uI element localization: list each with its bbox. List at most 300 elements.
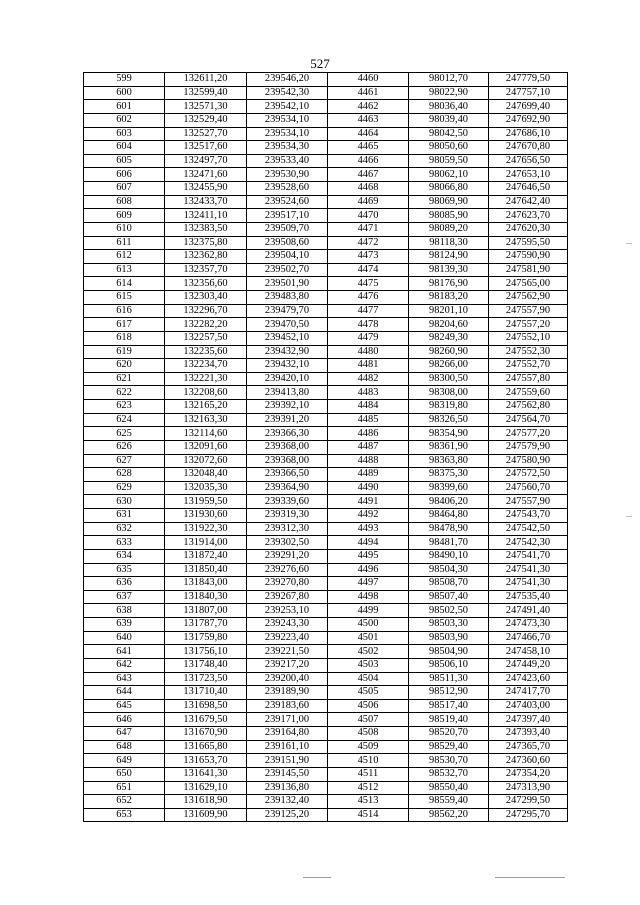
point-number-b-cell: 4479 bbox=[328, 331, 409, 345]
coord-y-a-cell: 239302,50 bbox=[247, 536, 328, 550]
coord-x-a-cell: 131618,90 bbox=[165, 795, 247, 809]
coord-y-a-cell: 239391,20 bbox=[247, 413, 328, 427]
point-number-b-cell: 4502 bbox=[328, 645, 409, 659]
coord-y-b-cell: 247541,30 bbox=[489, 563, 568, 577]
table-row bbox=[84, 767, 568, 781]
coord-x-b-cell: 98503,90 bbox=[409, 631, 489, 645]
table-row bbox=[84, 222, 568, 236]
point-number-b-cell: 4500 bbox=[328, 618, 409, 632]
coord-x-b-cell: 98361,90 bbox=[409, 440, 489, 454]
footer-rule-left bbox=[303, 877, 331, 878]
coord-x-b-cell: 98550,40 bbox=[409, 781, 489, 795]
coord-x-b-cell: 98062,10 bbox=[409, 168, 489, 182]
point-number-b-cell: 4481 bbox=[328, 359, 409, 373]
coord-x-b-cell: 98511,30 bbox=[409, 672, 489, 686]
coord-x-b-cell: 98504,30 bbox=[409, 563, 489, 577]
coord-y-b-cell: 247557,90 bbox=[489, 304, 568, 318]
coord-x-a-cell: 132571,30 bbox=[165, 100, 247, 114]
point-number-b-cell: 4477 bbox=[328, 304, 409, 318]
point-number-a-cell: 613 bbox=[84, 263, 165, 277]
point-number-a-cell: 641 bbox=[84, 645, 165, 659]
coord-y-a-cell: 239164,80 bbox=[247, 727, 328, 741]
table-row bbox=[84, 713, 568, 727]
coord-x-a-cell: 132599,40 bbox=[165, 86, 247, 100]
table-row bbox=[84, 686, 568, 700]
point-number-b-cell: 4499 bbox=[328, 604, 409, 618]
point-number-a-cell: 631 bbox=[84, 509, 165, 523]
coord-y-b-cell: 247365,70 bbox=[489, 740, 568, 754]
coord-y-b-cell: 247417,70 bbox=[489, 686, 568, 700]
table-row bbox=[84, 454, 568, 468]
coord-y-b-cell: 247542,50 bbox=[489, 522, 568, 536]
table-row bbox=[84, 699, 568, 713]
coord-y-a-cell: 239366,50 bbox=[247, 468, 328, 482]
coord-y-a-cell: 239223,40 bbox=[247, 631, 328, 645]
table-row bbox=[84, 631, 568, 645]
coord-x-b-cell: 98042,50 bbox=[409, 127, 489, 141]
point-number-b-cell: 4501 bbox=[328, 631, 409, 645]
coordinates-table bbox=[83, 72, 568, 822]
coord-x-b-cell: 98519,40 bbox=[409, 713, 489, 727]
table-row bbox=[84, 331, 568, 345]
coord-y-b-cell: 247646,50 bbox=[489, 182, 568, 196]
coord-x-b-cell: 98069,90 bbox=[409, 195, 489, 209]
coord-x-a-cell: 131787,70 bbox=[165, 618, 247, 632]
point-number-a-cell: 622 bbox=[84, 386, 165, 400]
coord-y-a-cell: 239221,50 bbox=[247, 645, 328, 659]
coord-x-b-cell: 98176,90 bbox=[409, 277, 489, 291]
coord-x-a-cell: 132383,50 bbox=[165, 222, 247, 236]
point-number-b-cell: 4512 bbox=[328, 781, 409, 795]
point-number-b-cell: 4506 bbox=[328, 699, 409, 713]
table-row bbox=[84, 795, 568, 809]
coord-x-a-cell: 132091,60 bbox=[165, 440, 247, 454]
coord-y-b-cell: 247541,30 bbox=[489, 577, 568, 591]
coord-x-b-cell: 98508,70 bbox=[409, 577, 489, 591]
coord-y-a-cell: 239368,00 bbox=[247, 440, 328, 454]
point-number-a-cell: 604 bbox=[84, 141, 165, 155]
coord-y-a-cell: 239432,10 bbox=[247, 359, 328, 373]
coord-y-a-cell: 239368,00 bbox=[247, 454, 328, 468]
coord-y-a-cell: 239517,10 bbox=[247, 209, 328, 223]
coord-y-a-cell: 239145,50 bbox=[247, 767, 328, 781]
point-number-a-cell: 615 bbox=[84, 291, 165, 305]
point-number-b-cell: 4490 bbox=[328, 481, 409, 495]
point-number-a-cell: 602 bbox=[84, 113, 165, 127]
table-row bbox=[84, 277, 568, 291]
table-row bbox=[84, 250, 568, 264]
coord-y-b-cell: 247393,40 bbox=[489, 727, 568, 741]
point-number-a-cell: 632 bbox=[84, 522, 165, 536]
coord-x-a-cell: 132163,30 bbox=[165, 413, 247, 427]
coord-y-a-cell: 239151,90 bbox=[247, 754, 328, 768]
point-number-b-cell: 4498 bbox=[328, 590, 409, 604]
coord-x-b-cell: 98559,40 bbox=[409, 795, 489, 809]
coord-x-a-cell: 131748,40 bbox=[165, 658, 247, 672]
coord-x-a-cell: 131629,10 bbox=[165, 781, 247, 795]
coord-y-b-cell: 247403,00 bbox=[489, 699, 568, 713]
table-row bbox=[84, 291, 568, 305]
table-row bbox=[84, 168, 568, 182]
coord-x-b-cell: 98399,60 bbox=[409, 481, 489, 495]
coord-x-b-cell: 98490,10 bbox=[409, 549, 489, 563]
coord-y-a-cell: 239183,60 bbox=[247, 699, 328, 713]
margin-tick bbox=[626, 516, 632, 517]
table-row bbox=[84, 536, 568, 550]
point-number-b-cell: 4462 bbox=[328, 100, 409, 114]
point-number-a-cell: 624 bbox=[84, 413, 165, 427]
point-number-b-cell: 4480 bbox=[328, 345, 409, 359]
coord-y-b-cell: 247552,10 bbox=[489, 331, 568, 345]
coord-y-a-cell: 239501,90 bbox=[247, 277, 328, 291]
coord-y-b-cell: 247562,80 bbox=[489, 400, 568, 414]
coord-x-a-cell: 132114,60 bbox=[165, 427, 247, 441]
coord-y-a-cell: 239366,30 bbox=[247, 427, 328, 441]
coord-x-a-cell: 132221,30 bbox=[165, 372, 247, 386]
coord-y-b-cell: 247581,90 bbox=[489, 263, 568, 277]
coord-x-b-cell: 98124,90 bbox=[409, 250, 489, 264]
coord-x-a-cell: 131679,50 bbox=[165, 713, 247, 727]
coord-x-b-cell: 98249,30 bbox=[409, 331, 489, 345]
table-row bbox=[84, 413, 568, 427]
point-number-b-cell: 4460 bbox=[328, 73, 409, 87]
point-number-a-cell: 629 bbox=[84, 481, 165, 495]
coord-x-a-cell: 131756,10 bbox=[165, 645, 247, 659]
point-number-b-cell: 4514 bbox=[328, 808, 409, 822]
coord-x-b-cell: 98201,10 bbox=[409, 304, 489, 318]
coord-x-b-cell: 98204,60 bbox=[409, 318, 489, 332]
point-number-a-cell: 618 bbox=[84, 331, 165, 345]
point-number-a-cell: 608 bbox=[84, 195, 165, 209]
coord-y-b-cell: 247559,60 bbox=[489, 386, 568, 400]
point-number-a-cell: 620 bbox=[84, 359, 165, 373]
point-number-b-cell: 4478 bbox=[328, 318, 409, 332]
coord-x-b-cell: 98562,20 bbox=[409, 808, 489, 822]
coord-x-b-cell: 98506,10 bbox=[409, 658, 489, 672]
coord-y-a-cell: 239319,30 bbox=[247, 509, 328, 523]
coord-x-a-cell: 131723,50 bbox=[165, 672, 247, 686]
coord-y-a-cell: 239413,80 bbox=[247, 386, 328, 400]
coord-y-b-cell: 247397,40 bbox=[489, 713, 568, 727]
coord-y-b-cell: 247620,30 bbox=[489, 222, 568, 236]
coord-x-b-cell: 98530,70 bbox=[409, 754, 489, 768]
coord-x-a-cell: 132455,90 bbox=[165, 182, 247, 196]
point-number-b-cell: 4467 bbox=[328, 168, 409, 182]
coord-y-a-cell: 239502,70 bbox=[247, 263, 328, 277]
coord-y-b-cell: 247535,40 bbox=[489, 590, 568, 604]
point-number-a-cell: 638 bbox=[84, 604, 165, 618]
coord-y-a-cell: 239217,20 bbox=[247, 658, 328, 672]
coord-x-b-cell: 98354,90 bbox=[409, 427, 489, 441]
point-number-b-cell: 4473 bbox=[328, 250, 409, 264]
table-row bbox=[84, 372, 568, 386]
point-number-b-cell: 4471 bbox=[328, 222, 409, 236]
coord-x-b-cell: 98012,70 bbox=[409, 73, 489, 87]
coord-y-b-cell: 247557,90 bbox=[489, 495, 568, 509]
table-row bbox=[84, 754, 568, 768]
point-number-a-cell: 645 bbox=[84, 699, 165, 713]
point-number-b-cell: 4465 bbox=[328, 141, 409, 155]
table-row bbox=[84, 481, 568, 495]
coord-x-a-cell: 132356,60 bbox=[165, 277, 247, 291]
table-row bbox=[84, 427, 568, 441]
point-number-a-cell: 634 bbox=[84, 549, 165, 563]
point-number-b-cell: 4492 bbox=[328, 509, 409, 523]
coord-y-b-cell: 247572,50 bbox=[489, 468, 568, 482]
table-row bbox=[84, 127, 568, 141]
coord-y-b-cell: 247449,20 bbox=[489, 658, 568, 672]
coord-x-a-cell: 131930,60 bbox=[165, 509, 247, 523]
coord-x-b-cell: 98406,20 bbox=[409, 495, 489, 509]
point-number-a-cell: 637 bbox=[84, 590, 165, 604]
point-number-a-cell: 616 bbox=[84, 304, 165, 318]
coord-x-a-cell: 131670,90 bbox=[165, 727, 247, 741]
coord-y-b-cell: 247779,50 bbox=[489, 73, 568, 87]
coord-y-b-cell: 247699,40 bbox=[489, 100, 568, 114]
coord-y-b-cell: 247579,90 bbox=[489, 440, 568, 454]
coord-x-a-cell: 132234,70 bbox=[165, 359, 247, 373]
coord-y-a-cell: 239136,80 bbox=[247, 781, 328, 795]
coord-x-b-cell: 98507,40 bbox=[409, 590, 489, 604]
coord-x-b-cell: 98183,20 bbox=[409, 291, 489, 305]
coord-y-a-cell: 239533,40 bbox=[247, 154, 328, 168]
point-number-a-cell: 647 bbox=[84, 727, 165, 741]
coord-y-a-cell: 239530,90 bbox=[247, 168, 328, 182]
table-row bbox=[84, 86, 568, 100]
coord-y-b-cell: 247552,30 bbox=[489, 345, 568, 359]
coord-y-a-cell: 239253,10 bbox=[247, 604, 328, 618]
point-number-a-cell: 617 bbox=[84, 318, 165, 332]
coord-x-b-cell: 98266,00 bbox=[409, 359, 489, 373]
coord-y-a-cell: 239509,70 bbox=[247, 222, 328, 236]
point-number-a-cell: 626 bbox=[84, 440, 165, 454]
coord-x-a-cell: 132529,40 bbox=[165, 113, 247, 127]
coord-x-a-cell: 132497,70 bbox=[165, 154, 247, 168]
coord-y-b-cell: 247692,90 bbox=[489, 113, 568, 127]
coord-x-a-cell: 131641,30 bbox=[165, 767, 247, 781]
coord-x-a-cell: 131653,70 bbox=[165, 754, 247, 768]
table-row bbox=[84, 781, 568, 795]
coord-y-a-cell: 239470,50 bbox=[247, 318, 328, 332]
point-number-b-cell: 4505 bbox=[328, 686, 409, 700]
point-number-b-cell: 4503 bbox=[328, 658, 409, 672]
point-number-a-cell: 644 bbox=[84, 686, 165, 700]
point-number-a-cell: 648 bbox=[84, 740, 165, 754]
coord-x-b-cell: 98118,30 bbox=[409, 236, 489, 250]
table-row bbox=[84, 549, 568, 563]
point-number-a-cell: 643 bbox=[84, 672, 165, 686]
table-row bbox=[84, 563, 568, 577]
coord-y-b-cell: 247542,30 bbox=[489, 536, 568, 550]
table-row bbox=[84, 590, 568, 604]
coord-x-a-cell: 132165,20 bbox=[165, 400, 247, 414]
coord-x-a-cell: 132208,60 bbox=[165, 386, 247, 400]
coord-y-a-cell: 239534,10 bbox=[247, 127, 328, 141]
point-number-b-cell: 4470 bbox=[328, 209, 409, 223]
coord-x-b-cell: 98308,00 bbox=[409, 386, 489, 400]
point-number-a-cell: 646 bbox=[84, 713, 165, 727]
coord-y-a-cell: 239483,80 bbox=[247, 291, 328, 305]
margin-tick bbox=[626, 243, 632, 244]
coord-x-a-cell: 132517,60 bbox=[165, 141, 247, 155]
point-number-a-cell: 614 bbox=[84, 277, 165, 291]
coord-y-a-cell: 239479,70 bbox=[247, 304, 328, 318]
coord-x-a-cell: 131840,30 bbox=[165, 590, 247, 604]
coord-y-a-cell: 239508,60 bbox=[247, 236, 328, 250]
table-row bbox=[84, 73, 568, 87]
coord-y-b-cell: 247466,70 bbox=[489, 631, 568, 645]
coord-y-b-cell: 247564,70 bbox=[489, 413, 568, 427]
coord-x-b-cell: 98260,90 bbox=[409, 345, 489, 359]
coord-y-b-cell: 247423,60 bbox=[489, 672, 568, 686]
point-number-a-cell: 639 bbox=[84, 618, 165, 632]
coord-x-a-cell: 131843,00 bbox=[165, 577, 247, 591]
coord-y-a-cell: 239542,30 bbox=[247, 86, 328, 100]
coord-y-b-cell: 247757,10 bbox=[489, 86, 568, 100]
point-number-a-cell: 606 bbox=[84, 168, 165, 182]
coord-y-b-cell: 247590,90 bbox=[489, 250, 568, 264]
coord-x-b-cell: 98464,80 bbox=[409, 509, 489, 523]
coord-y-a-cell: 239270,80 bbox=[247, 577, 328, 591]
point-number-a-cell: 605 bbox=[84, 154, 165, 168]
point-number-a-cell: 627 bbox=[84, 454, 165, 468]
point-number-b-cell: 4489 bbox=[328, 468, 409, 482]
coord-y-a-cell: 239420,10 bbox=[247, 372, 328, 386]
coord-y-b-cell: 247560,70 bbox=[489, 481, 568, 495]
footer-rule-right bbox=[495, 877, 565, 878]
point-number-a-cell: 619 bbox=[84, 345, 165, 359]
coord-x-b-cell: 98085,90 bbox=[409, 209, 489, 223]
coord-x-a-cell: 132282,20 bbox=[165, 318, 247, 332]
coord-y-b-cell: 247360,60 bbox=[489, 754, 568, 768]
point-number-a-cell: 609 bbox=[84, 209, 165, 223]
point-number-b-cell: 4507 bbox=[328, 713, 409, 727]
coord-y-a-cell: 239432,90 bbox=[247, 345, 328, 359]
table-row bbox=[84, 345, 568, 359]
table-row bbox=[84, 645, 568, 659]
coord-x-a-cell: 131710,40 bbox=[165, 686, 247, 700]
table-row bbox=[84, 209, 568, 223]
coord-y-a-cell: 239542,10 bbox=[247, 100, 328, 114]
coord-x-b-cell: 98139,30 bbox=[409, 263, 489, 277]
point-number-b-cell: 4484 bbox=[328, 400, 409, 414]
coord-y-b-cell: 247642,40 bbox=[489, 195, 568, 209]
table-row bbox=[84, 577, 568, 591]
coord-x-b-cell: 98375,30 bbox=[409, 468, 489, 482]
coord-x-a-cell: 132303,40 bbox=[165, 291, 247, 305]
coord-y-a-cell: 239291,20 bbox=[247, 549, 328, 563]
coord-x-a-cell: 132035,30 bbox=[165, 481, 247, 495]
coord-x-a-cell: 131959,50 bbox=[165, 495, 247, 509]
point-number-a-cell: 600 bbox=[84, 86, 165, 100]
coord-y-b-cell: 247491,40 bbox=[489, 604, 568, 618]
coord-x-a-cell: 131807,00 bbox=[165, 604, 247, 618]
coord-x-a-cell: 132296,70 bbox=[165, 304, 247, 318]
coord-y-b-cell: 247577,20 bbox=[489, 427, 568, 441]
coord-x-b-cell: 98503,30 bbox=[409, 618, 489, 632]
coord-x-b-cell: 98502,50 bbox=[409, 604, 489, 618]
coord-y-b-cell: 247473,30 bbox=[489, 618, 568, 632]
coord-y-a-cell: 239392,10 bbox=[247, 400, 328, 414]
coord-y-b-cell: 247541,70 bbox=[489, 549, 568, 563]
point-number-b-cell: 4496 bbox=[328, 563, 409, 577]
table-row bbox=[84, 440, 568, 454]
coord-x-b-cell: 98022,90 bbox=[409, 86, 489, 100]
coord-x-a-cell: 132072,60 bbox=[165, 454, 247, 468]
coord-x-a-cell: 131665,80 bbox=[165, 740, 247, 754]
coord-y-a-cell: 239132,40 bbox=[247, 795, 328, 809]
coord-y-a-cell: 239125,20 bbox=[247, 808, 328, 822]
coord-y-a-cell: 239171,00 bbox=[247, 713, 328, 727]
point-number-b-cell: 4494 bbox=[328, 536, 409, 550]
point-number-b-cell: 4463 bbox=[328, 113, 409, 127]
table-row bbox=[84, 495, 568, 509]
point-number-a-cell: 612 bbox=[84, 250, 165, 264]
table-row bbox=[84, 386, 568, 400]
point-number-a-cell: 623 bbox=[84, 400, 165, 414]
coord-x-a-cell: 132235,60 bbox=[165, 345, 247, 359]
point-number-a-cell: 651 bbox=[84, 781, 165, 795]
coord-y-b-cell: 247557,20 bbox=[489, 318, 568, 332]
point-number-a-cell: 610 bbox=[84, 222, 165, 236]
table-row bbox=[84, 236, 568, 250]
table-row bbox=[84, 509, 568, 523]
table-row bbox=[84, 141, 568, 155]
point-number-a-cell: 653 bbox=[84, 808, 165, 822]
table-row bbox=[84, 522, 568, 536]
coord-x-a-cell: 131609,90 bbox=[165, 808, 247, 822]
coord-x-a-cell: 132433,70 bbox=[165, 195, 247, 209]
coord-x-b-cell: 98481,70 bbox=[409, 536, 489, 550]
point-number-a-cell: 607 bbox=[84, 182, 165, 196]
table-row bbox=[84, 672, 568, 686]
coord-x-b-cell: 98066,80 bbox=[409, 182, 489, 196]
point-number-b-cell: 4469 bbox=[328, 195, 409, 209]
coord-x-b-cell: 98520,70 bbox=[409, 727, 489, 741]
point-number-b-cell: 4504 bbox=[328, 672, 409, 686]
table-row bbox=[84, 154, 568, 168]
coord-y-b-cell: 247295,70 bbox=[489, 808, 568, 822]
coord-x-a-cell: 132527,70 bbox=[165, 127, 247, 141]
coord-x-a-cell: 131698,50 bbox=[165, 699, 247, 713]
table-row bbox=[84, 318, 568, 332]
table-row bbox=[84, 727, 568, 741]
point-number-b-cell: 4493 bbox=[328, 522, 409, 536]
table-row bbox=[84, 604, 568, 618]
coord-y-a-cell: 239276,60 bbox=[247, 563, 328, 577]
point-number-a-cell: 630 bbox=[84, 495, 165, 509]
coord-x-b-cell: 98504,90 bbox=[409, 645, 489, 659]
coord-y-b-cell: 247580,90 bbox=[489, 454, 568, 468]
point-number-a-cell: 642 bbox=[84, 658, 165, 672]
point-number-a-cell: 633 bbox=[84, 536, 165, 550]
coord-x-a-cell: 131850,40 bbox=[165, 563, 247, 577]
coord-x-b-cell: 98089,20 bbox=[409, 222, 489, 236]
point-number-b-cell: 4476 bbox=[328, 291, 409, 305]
point-number-a-cell: 621 bbox=[84, 372, 165, 386]
point-number-b-cell: 4461 bbox=[328, 86, 409, 100]
coord-y-a-cell: 239364,90 bbox=[247, 481, 328, 495]
point-number-b-cell: 4508 bbox=[328, 727, 409, 741]
point-number-a-cell: 611 bbox=[84, 236, 165, 250]
coordinates-table-body bbox=[84, 73, 568, 822]
coord-y-a-cell: 239312,30 bbox=[247, 522, 328, 536]
coord-y-a-cell: 239546,20 bbox=[247, 73, 328, 87]
table-row bbox=[84, 468, 568, 482]
coord-y-b-cell: 247670,80 bbox=[489, 141, 568, 155]
point-number-b-cell: 4468 bbox=[328, 182, 409, 196]
coord-x-b-cell: 98532,70 bbox=[409, 767, 489, 781]
